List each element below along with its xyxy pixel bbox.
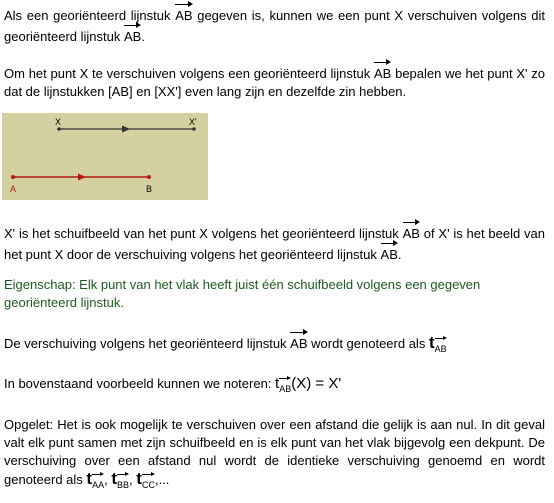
intro-text-a: Als een georiënteerd lijnstuk bbox=[4, 8, 171, 23]
figure-background bbox=[2, 113, 208, 200]
label-A: A bbox=[10, 184, 17, 194]
vector-AB: AB bbox=[374, 62, 391, 83]
paragraph-property bbox=[4, 276, 545, 312]
paragraph-intro bbox=[4, 4, 545, 46]
vector-AB: AB bbox=[124, 25, 141, 46]
translation-t-symbol: t bbox=[111, 469, 118, 488]
image-text-c: . bbox=[397, 247, 402, 262]
vector-BB-subscript: BB bbox=[117, 474, 129, 494]
separator: , bbox=[129, 472, 133, 487]
point-B bbox=[147, 175, 151, 179]
translation-t-symbol: t bbox=[86, 469, 93, 488]
point-A bbox=[11, 175, 15, 179]
translation-figure bbox=[2, 113, 208, 200]
intro-text-b: gegeven is, kunnen we een punt X verschuiven volgens dit georiënteerd lijnstuk bbox=[4, 8, 545, 44]
example-text-b: (X) = X' bbox=[291, 375, 342, 392]
point-X bbox=[57, 127, 61, 131]
warning-text: Opgelet: Het is ook mogelijk te verschuiven over een afstand die gelijk is aan nul. In dit geval valt elk punt samen met zijn schuifbeeld en is elk punt van het vlak bijgevolg een dekpunt. De verschuiving over een afstand nul wordt de identieke verschuiving genoemd en wordt genoteerd als bbox=[4, 417, 545, 487]
ellipsis: ,... bbox=[154, 472, 170, 487]
method-text-b: bepalen we het punt X' zo dat de lijnstukken [AB] en [XX'] even lang zijn en dezelfde zin hebben. bbox=[4, 66, 546, 99]
vector-AB: AB bbox=[290, 332, 307, 353]
paragraph-notation bbox=[4, 332, 545, 354]
vector-AA-subscript: AA bbox=[92, 474, 104, 494]
point-Xprime bbox=[192, 127, 196, 131]
image-text-b: of X' is het beeld van het punt X door de verschuiving volgens het georiënteerd lijnstuk bbox=[4, 226, 545, 262]
paragraph-image-definition bbox=[4, 222, 545, 264]
property-text: Eigenschap: Elk punt van het vlak heeft juist één schuifbeeld volgens een gegeven georiënteerd lijnstuk. bbox=[4, 277, 481, 310]
vector-AB: AB bbox=[175, 4, 192, 25]
translation-t-symbol: t bbox=[428, 333, 435, 352]
notation-text-a: De verschuiving volgens het georiënteerd lijnstuk bbox=[4, 336, 287, 351]
vector-AB-subscript: AB bbox=[435, 338, 447, 358]
intro-text-c: . bbox=[141, 29, 145, 44]
method-text-a: Om het punt X te verschuiven volgens een georiënteerd lijnstuk bbox=[4, 66, 371, 81]
translation-t-symbol: t bbox=[275, 375, 280, 392]
paragraph-example bbox=[4, 374, 545, 394]
separator: , bbox=[104, 472, 108, 487]
paragraph-warning bbox=[4, 416, 545, 490]
image-text-a: X' is het schuifbeeld van het punt X volgens het georiënteerd lijnstuk bbox=[4, 226, 399, 241]
vector-AB: AB bbox=[381, 243, 398, 264]
vector-CC-subscript: CC bbox=[142, 474, 155, 494]
example-text-a: In bovenstaand voorbeeld kunnen we noteren: bbox=[4, 376, 272, 391]
notation-text-b: wordt genoteerd als bbox=[311, 336, 426, 351]
label-B: B bbox=[146, 184, 153, 194]
paragraph-method bbox=[4, 62, 545, 101]
vector-AB-subscript: AB bbox=[279, 378, 291, 398]
translation-t-symbol: t bbox=[136, 469, 142, 488]
label-Xprime: X' bbox=[189, 117, 197, 127]
vector-AB: AB bbox=[403, 222, 420, 243]
label-X: X bbox=[55, 117, 62, 127]
